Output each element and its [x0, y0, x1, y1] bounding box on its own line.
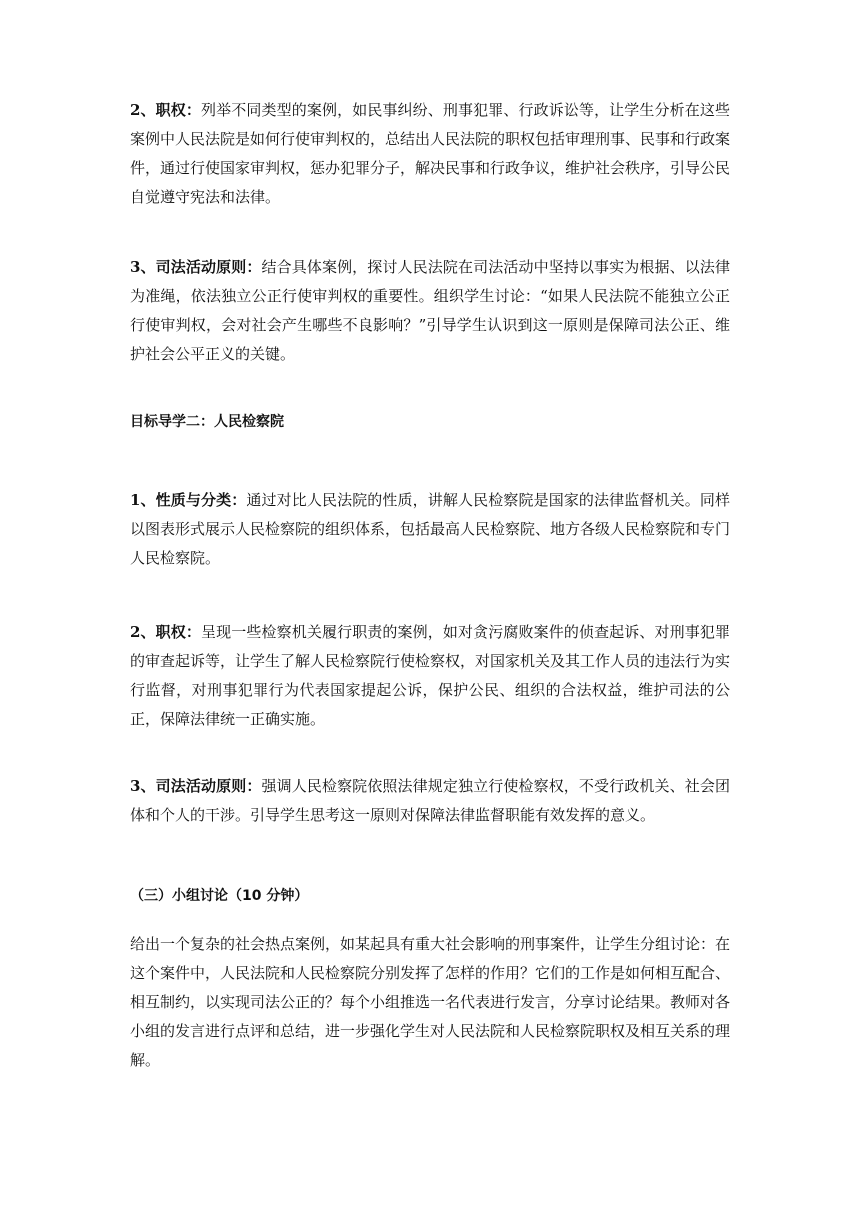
paragraph-court-powers	[130, 96, 730, 212]
paragraph-procuratorate-powers	[130, 618, 730, 734]
paragraph-group-discussion	[130, 930, 730, 1075]
paragraph-text: 给出一个复杂的社会热点案例，如某起具有重大社会影响的刑事案件，让学生分组讨论：在这个案件中，人民法院和人民检察院分别发挥了怎样的作用？它们的工作是如何相互配合、相互制约，以实现司法公正的？每个小组推选一名代表进行发言，分享讨论结果。教师对各小组的发言进行点评和总结，进一步强化学生对人民法院和人民检察院职权及相互关系的理解。	[130, 935, 731, 1069]
section-title-procuratorate: 目标导学二：人民检察院	[130, 414, 284, 430]
paragraph-court-principles	[130, 253, 730, 369]
paragraph-text: 结合具体案例，探讨人民法院在司法活动中坚持以事实为根据、以法律为准绳，依法独立公正行使审判权的重要性。组织学生讨论：“如果人民法院不能独立公正行使审判权，会对社会产生哪些不良影响？”引导学生认识到这一原则是保障司法公正、维护社会公平正义的关键。	[130, 258, 730, 363]
paragraph-heading: 3、司法活动原则：	[130, 777, 262, 795]
paragraph-text: 列举不同类型的案例，如民事纠纷、刑事犯罪、行政诉讼等，让学生分析在这些案例中人民法院是如何行使审判权的，总结出人民法院的职权包括审理刑事、民事和行政案件，通过行使国家审判权，惩办犯罪分子，解决民事和行政争议，维护社会秩序，引导公民自觉遵守宪法和法律。	[130, 101, 731, 206]
paragraph-text: 强调人民检察院依照法律规定独立行使检察权，不受行政机关、社会团体和个人的干涉。引导学生思考这一原则对保障法律监督职能有效发挥的意义。	[130, 777, 730, 824]
paragraph-procuratorate-nature	[130, 486, 730, 573]
paragraph-heading: 2、职权：	[130, 101, 202, 119]
paragraph-text: 呈现一些检察机关履行职责的案例，如对贪污腐败案件的侦查起诉、对刑事犯罪的审查起诉等，让学生了解人民检察院行使检察权，对国家机关及其工作人员的违法行为实行监督，对刑事犯罪行为代表国家提起公诉，保护公民、组织的合法权益，维护司法的公正，保障法律统一正确实施。	[130, 623, 731, 728]
paragraph-heading: 1、性质与分类：	[130, 491, 247, 509]
section-title-group-discussion: （三）小组讨论（10 分钟）	[130, 888, 309, 904]
paragraph-text: 通过对比人民法院的性质，讲解人民检察院是国家的法律监督机关。同样以图表形式展示人民检察院的组织体系，包括最高人民检察院、地方各级人民检察院和专门人民检察院。	[130, 491, 731, 567]
paragraph-heading: 2、职权：	[130, 623, 202, 641]
paragraph-heading: 3、司法活动原则：	[130, 258, 262, 276]
paragraph-procuratorate-principles	[130, 772, 730, 830]
